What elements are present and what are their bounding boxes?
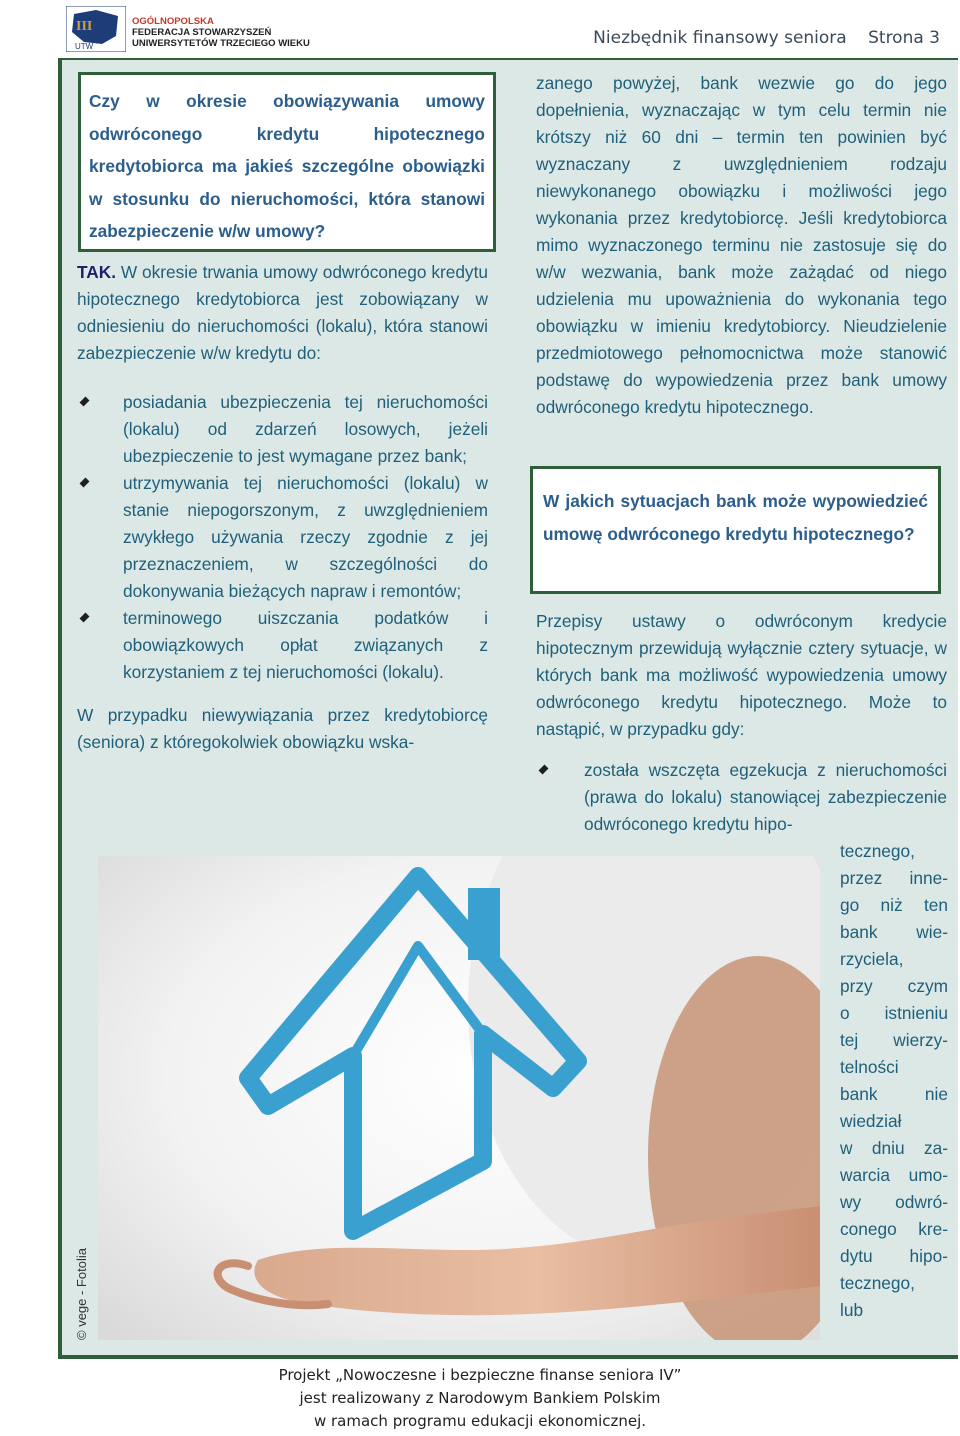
- header-title-block: [593, 28, 940, 48]
- left-column: [77, 259, 488, 756]
- list-item: posiadania ubezpieczenia tej nieruchomości (lokalu) od zdarzeń losowych, jeżeli ubezpieczenie to jest wymagane przez bank;: [77, 389, 488, 470]
- answer-paragraph-right: Przepisy ustawy o odwróconym kredycie hipotecznym przewidują wyłącznie cztery sytuacje, w których bank ma możliwość wypowiedzenia umowy odwróconego kredytu hipotecznego. Może to nastąpić, w przypadku gdy:: [536, 611, 947, 739]
- termination-list: [536, 757, 947, 838]
- answer-paragraph: [77, 259, 488, 367]
- right-column-bottom: [536, 608, 947, 848]
- utw-logo-icon: [66, 6, 126, 52]
- footer-line-2: jest realizowany z Narodowym Bankiem Polskim: [299, 1389, 661, 1407]
- svg-text:III: III: [76, 19, 93, 34]
- closing-paragraph: W przypadku niewywiązania przez kredytobiorcę (seniora) z któregokolwiek obowiązku wska-: [77, 705, 488, 752]
- diamond-bullet-icon: [80, 613, 90, 623]
- logo-line-2: FEDERACJA STOWARZYSZEŃ: [132, 27, 272, 38]
- publication-title: Niezbędnik finansowy seniora: [593, 28, 847, 48]
- list-item: utrzymywania tej nieruchomości (lokalu) w stanie niepogorszonym, z uwzględnieniem zwykłego używania rzeczy zgodnie z jej przeznaczeniem, w szczególności do dokonywania bieżących napraw i remontów;: [77, 470, 488, 605]
- diamond-bullet-icon: [80, 397, 90, 407]
- logo-line-3: UNIWERSYTETÓW TRZECIEGO WIEKU: [132, 38, 310, 49]
- diamond-bullet-icon: [80, 478, 90, 488]
- svg-text:UTW: UTW: [75, 42, 94, 51]
- footer-line-1: Projekt „Nowoczesne i bezpieczne finanse seniora IV”: [278, 1366, 682, 1384]
- narrow-wrapped-text: tecznego, przez inne- go niż ten bank wie- rzyciela, przy czym o istnieniu tej wierzy- telności bank nie wiedział w dniu za- warcia umo- wy odwró- conego kre- dytu hipo- tecznego, lub: [840, 841, 948, 1320]
- logo-line-1: OGÓLNOPOLSKA: [132, 16, 214, 27]
- logo-text: [132, 16, 310, 49]
- answer-lead: TAK.: [77, 262, 117, 282]
- question-text-left: Czy w okresie obowiązywania umowy odwróconego kredytu hipotecznego kredytobiorca ma jakieś szczególne obowiązki w stosunku do nieruchomości, która stanowi zabezpieczenie w/w umowy?: [89, 91, 485, 241]
- page-footer: [0, 1364, 960, 1433]
- question-text-right: W jakich sytuacjach bank może wypowiedzieć umowę odwróconego kredytu hipotecznego?: [543, 491, 928, 544]
- page-header: [0, 0, 960, 64]
- page-number: Strona 3: [868, 28, 940, 48]
- answer-text: W okresie trwania umowy odwróconego kredytu hipotecznego kredytobiorca jest zobowiązany w odniesieniu do nieruchomości (lokalu), która stanowi zabezpieczenie w/w kredytu do:: [77, 262, 488, 363]
- list-item: została wszczęta egzekucja z nieruchomości (prawa do lokalu) stanowiącej zabezpieczenie odwróconego kredytu hipo-: [536, 757, 947, 838]
- continuation-paragraph: zanego powyżej, bank wezwie go do jego dopełnienia, wyznaczając w tym celu termin nie krótszy niż 60 dni – termin ten powinien być wyznaczany z uwzględnieniem rodzaju niewykonanego obowiązku i możliwości jego wykonania przez kredytobiorcę. Jeśli kredytobiorca mimo wyznaczonego terminu nie zastosuje się do w/w wezwania, bank może zażądać od niego udzielenia mu upoważnienia do wykonania tego obowiązku w imieniu kredytobiorcy. Nieudzielenie przedmiotowego pełnomocnictwa może stanowić podstawę do wypowiedzenia przez bank umowy odwróconego kredytu hipotecznego.: [536, 73, 947, 417]
- list-item: terminowego uiszczania podatków i obowiązkowych opłat związanych z korzystaniem z tej nieruchomości (lokalu).: [77, 605, 488, 686]
- obligations-list: [77, 389, 488, 686]
- footer-line-3: w ramach programu edukacji ekonomicznej.: [313, 1412, 647, 1430]
- right-column-top: [536, 70, 947, 421]
- question-box-right: [530, 466, 941, 594]
- question-box-left: [78, 72, 496, 252]
- house-in-hand-photo: [98, 856, 820, 1340]
- diamond-bullet-icon: [539, 765, 549, 775]
- photo-credit: © vege - Fotolia: [74, 1248, 89, 1340]
